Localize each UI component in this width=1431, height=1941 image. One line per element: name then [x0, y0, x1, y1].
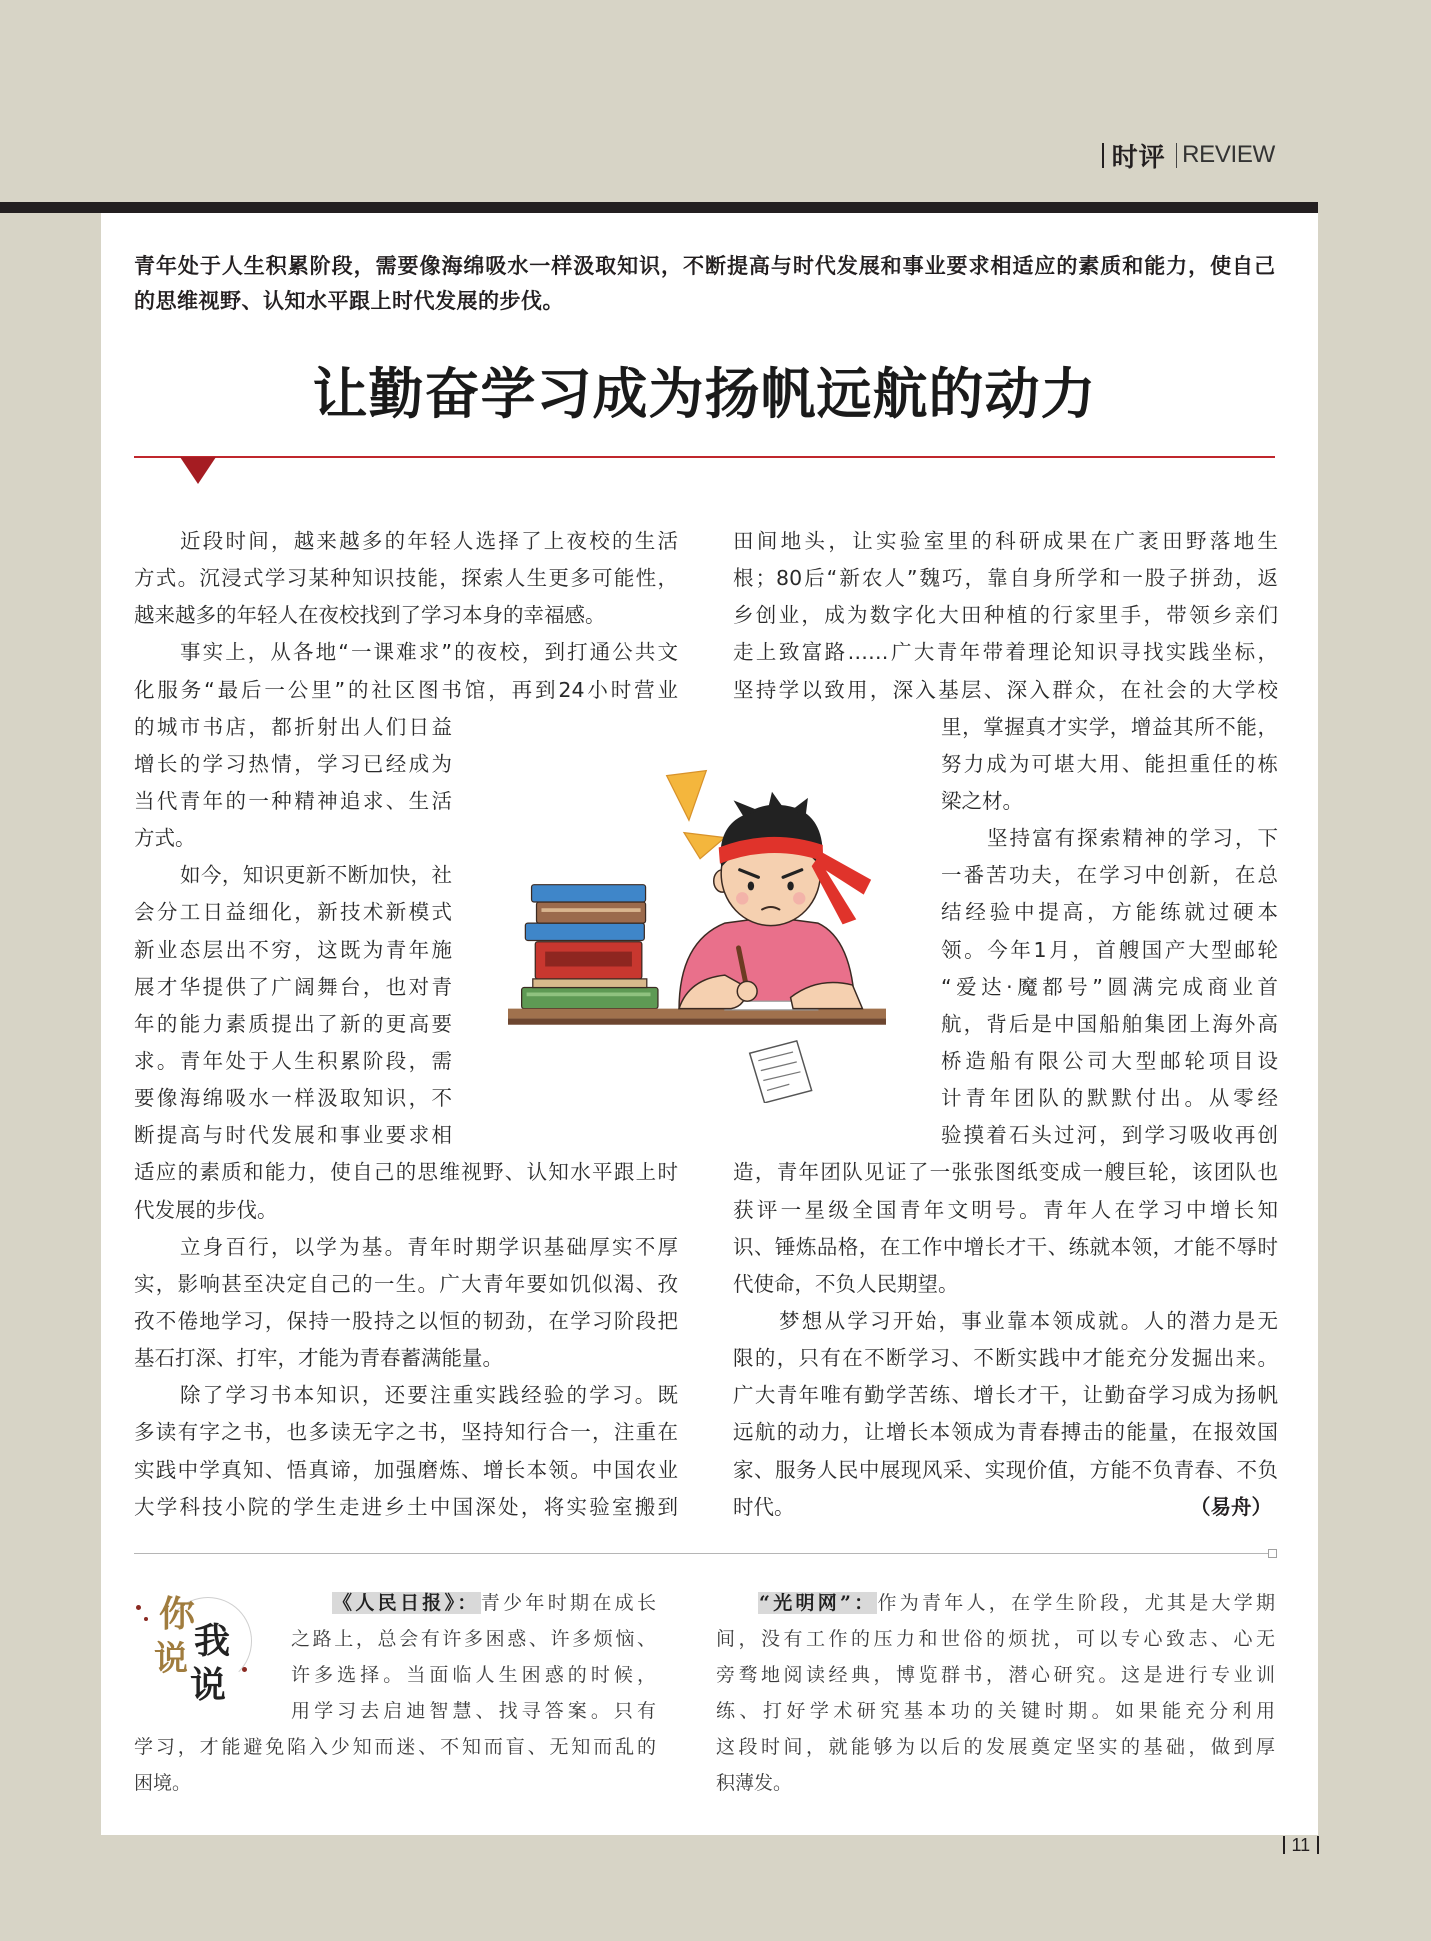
article-line: 实践中学真知、悟真谛，加强磨炼、增长本领。中国农业 [134, 1457, 678, 1482]
article-line: 当代青年的一种精神追求、生活 [134, 788, 452, 813]
section-name-cn: 时评 [1111, 142, 1166, 173]
article-line: 限的，只有在不断学习、不断实践中才能充分发掘出来。 [733, 1346, 1278, 1371]
logo-char: 你 [159, 1593, 196, 1635]
article-line: 方式。 [134, 826, 196, 851]
article-line: 验摸着石头过河，到学习吸收再创 [941, 1123, 1278, 1148]
article-line: 田间地头，让实验室里的科研成果在广袤田野落地生 [733, 529, 1278, 553]
article-line: 一番苦功夫，在学习中创新，在总 [941, 863, 1278, 888]
logo-char: 我 [194, 1620, 231, 1662]
article-line: 求。青年处于人生积累阶段，需 [134, 1048, 452, 1073]
article-line: 事实上，从各地“一课难求”的夜校，到打通公共文 [180, 640, 678, 665]
comment-line: 练、打好学术研究基本功的关键时期。如果能充分利用 [716, 1700, 1275, 1722]
comment-line-text: 作为青年人，在学生阶段，尤其是大学期 [877, 1592, 1275, 1614]
article-line: 航，背后是中国船舶集团上海外高 [941, 1011, 1278, 1036]
header-divider [1176, 143, 1178, 168]
article-line: 越来越多的年轻人在夜校找到了学习本身的幸福感。 [134, 603, 606, 628]
article-line: 走上致富路……广大青年带着理论知识寻找实践坐标， [733, 640, 1278, 665]
article-line: 孜不倦地学习，保持一股持之以恒的韧劲，在学习阶段把 [134, 1308, 678, 1333]
article-line: 大学科技小院的学生走进乡土中国深处，将实验室搬到 [134, 1494, 678, 1519]
comment-line: 积薄发。 [716, 1772, 793, 1794]
article-author: （易舟） [1190, 1494, 1272, 1519]
comment-source: “光明网”： [759, 1592, 877, 1614]
logo-dot [242, 1667, 247, 1672]
comment-line [758, 1586, 1275, 1620]
section-divider [134, 1553, 1268, 1554]
summary-line: 的思维视野、认知水平跟上时代发展的步伐。 [134, 289, 564, 313]
summary-line: 青年处于人生积累阶段，需要像海绵吸水一样汲取知识，不断提高与时代发展和事业要求相适应的素质和能力，使自己 [134, 254, 1275, 278]
comment-line [332, 1586, 656, 1620]
page-number [1276, 1831, 1326, 1859]
article-line: 努力成为可堪大用、能担重任的栋 [941, 751, 1278, 776]
article-line: 代使命，不负人民期望。 [733, 1271, 959, 1296]
comment-line: 学习，才能避免陷入少知而迷、不知而盲、无知而乱的 [134, 1736, 656, 1758]
triangle-marker-icon [180, 457, 216, 484]
article-line: 增长的学习热情，学习已经成为 [134, 751, 452, 776]
comment-line: 这段时间，就能够为以后的发展奠定坚实的基础，做到厚 [716, 1736, 1275, 1758]
comment-line: 旁骛地阅读经典，博览群书，潜心研究。这是进行专业训 [716, 1664, 1275, 1686]
article-line: 立身百行，以学为基。青年时期学识基础厚实不厚 [180, 1234, 678, 1259]
article-line: 断提高与时代发展和事业要求相 [134, 1123, 452, 1148]
logo-char: 说 [154, 1639, 188, 1679]
comment-line: 用学习去启迪智慧、找寻答案。只有 [291, 1700, 656, 1722]
article-line: 基石打深、打牢，才能为青春蓄满能量。 [134, 1346, 503, 1371]
article-line: 的城市书店，都折射出人们日益 [134, 714, 452, 739]
article-line: 获评一星级全国青年文明号。青年人在学习中增长知 [733, 1197, 1278, 1222]
page-number-value: 11 [1291, 1835, 1311, 1855]
title-rule [134, 456, 1275, 458]
article-line [733, 1489, 1278, 1526]
article-line: 桥造船有限公司大型邮轮项目设 [941, 1048, 1278, 1073]
section-header [1102, 138, 1275, 172]
article-line: 代发展的步伐。 [134, 1197, 278, 1222]
logo-dot [136, 1605, 141, 1610]
article-line: 家、服务人民中展现风采、实现价值，方能不负青春、不负 [733, 1457, 1278, 1482]
article-line: 展才华提供了广阔舞台，也对青 [134, 974, 452, 999]
article-line: 根；80后“新农人”魏巧，靠自身所学和一股子拼劲，返 [733, 566, 1278, 591]
logo-dot [144, 1617, 148, 1621]
article-line-text: 时代。 [733, 1494, 795, 1519]
article-line: 适应的素质和能力，使自己的思维视野、认知水平跟上时 [134, 1160, 678, 1185]
article-line: 计青年团队的默默付出。从零经 [941, 1086, 1278, 1111]
article-line: 近段时间，越来越多的年轻人选择了上夜校的生活 [180, 529, 678, 553]
student-studying-illustration [508, 768, 886, 1103]
top-rule [0, 202, 1318, 213]
comment-line: 困境。 [134, 1772, 192, 1794]
page-number-divider [1317, 1836, 1319, 1854]
logo-char: 说 [190, 1664, 227, 1706]
article-line: 会分工日益细化，新技术新模式 [134, 900, 452, 925]
article-line: 方式。沉浸式学习某种知识技能，探索人生更多可能性， [134, 566, 678, 591]
comment-line: 间，没有工作的压力和世俗的烦扰，可以专心致志、心无 [716, 1628, 1275, 1650]
section-name-en: REVIEW [1182, 141, 1275, 168]
article-line: 广大青年唯有勤学苦练、增长才干，让勤奋学习成为扬帆 [733, 1383, 1278, 1408]
article-line: 远航的动力，让增长本领成为青春搏击的能量，在报效国 [733, 1420, 1278, 1445]
article-line: 多读有字之书，也多读无字之书，坚持知行合一，注重在 [134, 1420, 678, 1445]
article-line: 识、锤炼品格，在工作中增长才干、练就本领，才能不辱时 [733, 1234, 1278, 1259]
article-line: 乡创业，成为数字化大田种植的行家里手，带领乡亲们 [733, 603, 1278, 628]
article-line: 梦想从学习开始，事业靠本领成就。人的潜力是无 [779, 1308, 1278, 1333]
comments-logo [134, 1591, 256, 1711]
article-line: “爱达·魔都号”圆满完成商业首 [941, 974, 1278, 999]
article-line: 实，影响甚至决定自己的一生。广大青年要如饥似渴、孜 [134, 1271, 678, 1296]
comment-line-text: 青少年时期在成长 [480, 1592, 656, 1614]
article-line: 造，青年团队见证了一张张图纸变成一艘巨轮，该团队也 [733, 1160, 1278, 1185]
article-line: 除了学习书本知识，还要注重实践经验的学习。既 [180, 1383, 678, 1408]
article-line: 如今，知识更新不断加快，社 [180, 863, 452, 888]
article-line: 坚持学以致用，深入基层、深入群众，在社会的大学校 [733, 677, 1278, 702]
article-title: 让勤奋学习成为扬帆远航的动力 [312, 361, 1097, 426]
article-line: 坚持富有探索精神的学习，下 [987, 826, 1278, 851]
article-line: 梁之材。 [941, 788, 1023, 813]
article-line: 领。今年1月，首艘国产大型邮轮 [941, 937, 1278, 962]
article-line: 要像海绵吸水一样汲取知识，不 [134, 1086, 452, 1111]
comment-source: 《人民日报》： [333, 1592, 480, 1614]
comment-line: 之路上，总会有许多困惑、许多烦恼、 [291, 1628, 656, 1650]
article-line: 结经验中提高，方能练就过硬本 [941, 900, 1278, 925]
divider-end-marker [1268, 1549, 1277, 1558]
article-line: 里，掌握真才实学，增益其所不能， [941, 714, 1278, 739]
page-number-divider [1283, 1836, 1285, 1854]
article-line: 新业态层出不穷，这既为青年施 [134, 937, 452, 962]
header-divider [1102, 143, 1104, 168]
article-line: 化服务“最后一公里”的社区图书馆，再到24小时营业 [134, 677, 678, 702]
article-line: 年的能力素质提出了新的更高要 [134, 1011, 452, 1036]
comment-line: 许多选择。当面临人生困惑的时候， [291, 1664, 656, 1686]
